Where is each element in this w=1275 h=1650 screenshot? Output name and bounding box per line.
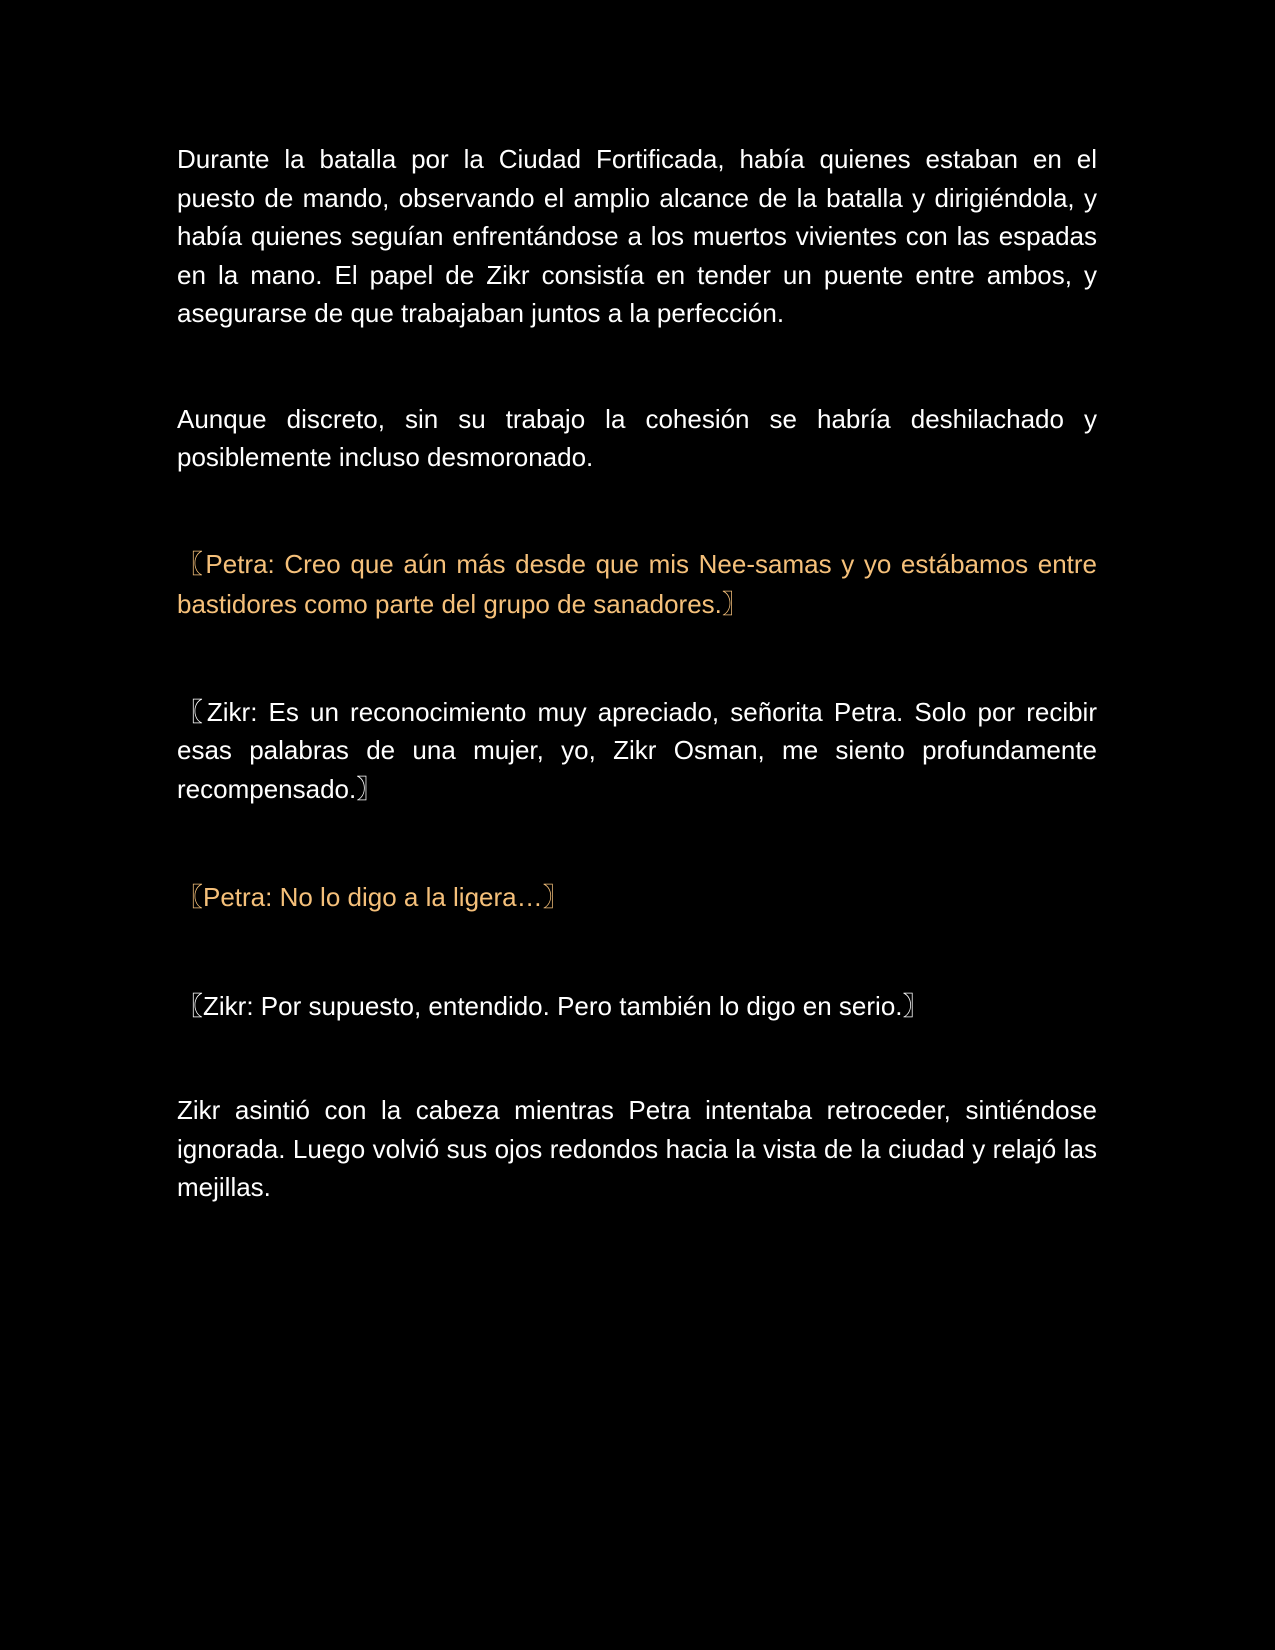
document-page xyxy=(177,140,1097,1207)
narration-paragraph-cheeks: Zikr asintió con la cabeza mientras Petra intentaba retroceder, sintiéndose ignorada. Luego volvió sus ojos redondos hacia la vista de la ciudad y relajó las mejillas. xyxy=(177,1095,1097,1202)
narration-paragraph-cohesion: Aunque discreto, sin su trabajo la cohesión se habría deshilachado y posiblemente incluso desmoronado. xyxy=(177,403,1097,472)
dialogue-petra-not-lightly: 〖Petra: No lo digo a la ligera…〗 xyxy=(177,882,569,912)
dialogue-petra-healers: 〖Petra: Creo que aún más desde que mis Nee-samas y yo estábamos entre bastidores como parte del grupo de sanadores.〗 xyxy=(177,548,1097,619)
narration-paragraph-battle: Durante la batalla por la Ciudad Fortificada, había quienes estaban en el puesto de mando, observando el amplio alcance de la batalla y dirigiéndola, y había quienes seguían enfrentándose a los muertos vivientes con las espadas en la mano. El papel de Zikr consistía en tender un puente entre ambos, y asegurarse de que trabajaban juntos a la perfección. xyxy=(177,144,1097,328)
dialogue-zikr-recognition: 〖Zikr: Es un reconocimiento muy apreciado, señorita Petra. Solo por recibir esas palabras de una mujer, yo, Zikr Osman, me siento profundamente recompensado.〗 xyxy=(177,696,1097,804)
dialogue-zikr-serious: 〖Zikr: Por supuesto, entendido. Pero también lo digo en serio.〗 xyxy=(177,991,929,1021)
